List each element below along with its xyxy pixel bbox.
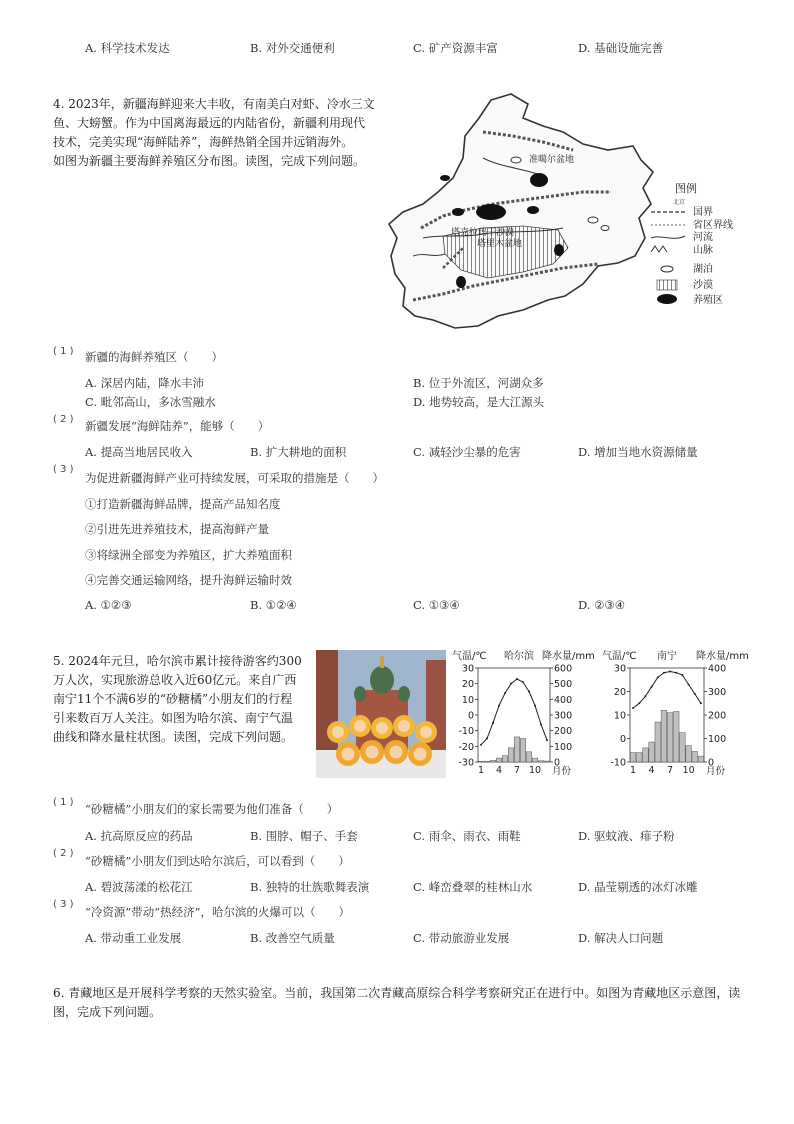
top-option-a[interactable]: A. 科学技术发达 (85, 41, 170, 55)
chart-precip-tick-label: 0 (708, 757, 715, 769)
temperature-point (700, 702, 702, 704)
q4-sub1-text: 新疆的海鲜养殖区（ ） (85, 350, 223, 364)
q4-stem-line: 如图为新疆主要海鲜养殖区分布图。读图，完成下列问题。 (53, 154, 366, 168)
q5-stem-line: 南宁11个不满6岁的“砂糖橘”小朋友们的行程 (53, 692, 293, 706)
temperature-point (528, 691, 530, 693)
chart-x-tick-label: 4 (495, 765, 503, 776)
chart-temp-tick-label: -20 (458, 741, 474, 753)
temperature-point (669, 671, 671, 673)
q5-sub1-option-b[interactable]: B. 围脖、帽子、手套 (250, 829, 358, 843)
precip-bar (667, 713, 673, 762)
chart-x-tick-label: 4 (648, 765, 655, 776)
chart-temp-tick-label: 10 (613, 710, 626, 722)
q4-sub3-item-4: ④完善交通运输网络，提升海鲜运输时效 (85, 573, 292, 587)
chart-precip-tick-label: 600 (554, 663, 573, 675)
q5-sub2-option-b[interactable]: B. 独特的壮族歌舞表演 (250, 880, 370, 894)
legend-label: 河流 (693, 232, 713, 243)
top-option-d[interactable]: D. 基础设施完善 (578, 41, 664, 55)
q5-stem (53, 652, 313, 747)
temperature-point (644, 695, 646, 697)
q4-stem (53, 95, 393, 171)
precip-bar (502, 756, 507, 762)
harbin-climate-chart (452, 649, 595, 777)
legend-label: 山脉 (693, 245, 713, 256)
chart-x-tick-label: 10 (682, 765, 695, 776)
breeding-area (456, 276, 466, 288)
precip-bar (514, 737, 519, 762)
chart-precip-tick-label: 0 (554, 757, 561, 769)
sugar-orange-kids-photo (316, 650, 446, 778)
temperature-point (522, 681, 524, 683)
map-label-junggar: 准噶尔盆地 (529, 155, 575, 165)
breeding-area (476, 204, 506, 220)
legend-label: 国界 (693, 207, 713, 218)
temperature-point (675, 672, 677, 674)
temperature-point (663, 672, 665, 674)
q4-stem-line: 鱼、大螃蟹。作为中国离海最远的内陆省份，新疆利用现代 (53, 116, 366, 130)
map-label-tarim: 塔里木盆地 (477, 239, 523, 249)
q5-sub2-option-c[interactable]: C. 峰峦叠翠的桂林山水 (413, 880, 533, 894)
legend-label: 湖泊 (693, 264, 713, 275)
q4-sub3-option-c[interactable]: C. ①③④ (413, 598, 460, 612)
chart-x-tick-label: 1 (477, 765, 485, 776)
q6-stem (53, 984, 753, 1022)
q5-sub3-option-b[interactable]: B. 改善空气质量 (250, 931, 335, 945)
q5-sub3-option-a[interactable]: A. 带动重工业发展 (85, 931, 182, 945)
chart-frame (478, 668, 550, 762)
q5-sub3-option-d[interactable]: D. 解决人口问题 (578, 931, 664, 945)
precip-bar (698, 756, 704, 762)
q5-stem-line: 曲线和降水量柱状图。读图，完成下列问题。 (53, 730, 294, 744)
q5-sub1-text: “砂糖橘”小朋友们的家长需要为他们准备（ ） (85, 802, 339, 816)
legend-desert-symbol (657, 280, 677, 290)
chart-precip-tick-label: 500 (554, 679, 573, 691)
church-dome-small (398, 686, 410, 702)
chart-precip-tick-label: 200 (708, 710, 727, 722)
precip-bar (484, 761, 489, 762)
q5-sub1-number: ( 1 ) (53, 797, 74, 808)
precip-bar (630, 753, 636, 762)
q5-sub2-text: “砂糖橘”小朋友们到达哈尔滨后，可以看到（ ） (85, 854, 350, 868)
chart-temp-tick-label: -10 (610, 757, 626, 769)
chart-temp-tick-label: 10 (461, 694, 474, 706)
precip-bar (686, 746, 692, 762)
legend-label: 沙漠 (693, 280, 713, 291)
q4-sub3-number: ( 3 ) (53, 464, 74, 475)
xinjiang-map (383, 88, 753, 340)
chart-x-tick-label: 7 (667, 765, 674, 776)
precip-bar (649, 742, 655, 762)
church-dome-small (354, 686, 366, 702)
breeding-area (527, 206, 539, 214)
nanning-climate-chart (602, 649, 749, 777)
temperature-point (681, 674, 683, 676)
precip-bar (655, 722, 661, 762)
q4-sub3-option-d[interactable]: D. ②③④ (578, 598, 626, 612)
q5-stem-line: 5. 2024年元旦，哈尔滨市累计接待游客约300 (53, 654, 302, 668)
precip-bar (680, 733, 686, 762)
legend-label: 养殖区 (693, 295, 723, 306)
chart-precip-tick-label: 300 (708, 687, 727, 698)
temperature-point (688, 683, 690, 685)
q4-sub1-option-c[interactable]: C. 毗邻高山，多冰雪融水 (85, 395, 216, 409)
precip-bar (538, 761, 543, 762)
q4-sub2-option-a[interactable]: A. 提高当地居民收入 (85, 445, 193, 459)
precip-bar (496, 758, 501, 762)
church-cross (380, 656, 384, 668)
q4-sub3-option-b[interactable]: B. ①②④ (250, 598, 297, 612)
q5-sub1-option-a[interactable]: A. 抗高原反应的药品 (85, 829, 193, 843)
chart-ylabel-left: 气温/℃ (602, 651, 637, 662)
temperature-point (504, 692, 506, 694)
temperature-point (694, 693, 696, 695)
q4-sub2-text: 新疆发展“海鲜陆养”，能够（ ） (85, 419, 270, 433)
chart-temp-tick-label: -10 (458, 726, 474, 738)
q6-stem-line: 6. 青藏地区是开展科学考察的天然实验室。当前，我国第二次青藏高原综合科学考察研究正在进行中。如图为青藏地区示意图，读 (53, 986, 741, 1000)
chart-x-tick-label: 10 (528, 765, 542, 776)
q4-sub2-option-d[interactable]: D. 增加当地水资源储量 (578, 445, 698, 459)
temperature-line (481, 679, 547, 745)
temperature-point (510, 683, 512, 685)
temperature-line (633, 672, 701, 709)
q4-sub3-item-2: ②引进先进养殖技术，提高海鲜产量 (85, 522, 269, 536)
q4-stem-line: 技术，完美实现“海鲜陆养”，海鲜热销全国并远销海外。 (53, 135, 354, 149)
temperature-point (486, 738, 488, 740)
temperature-point (492, 722, 494, 724)
q5-stem-line: 万人次，实现旅游总收入近60亿元。来自广西 (53, 673, 297, 687)
q4-sub1-option-b[interactable]: B. 位于外流区，河湖众多 (413, 376, 544, 390)
temperature-point (638, 702, 640, 704)
chart-precip-tick-label: 200 (554, 726, 573, 738)
map-label-taklimakan: 塔克拉玛干沙漠 (451, 228, 515, 238)
chart-temp-tick-label: 30 (461, 663, 474, 675)
temperature-point (657, 676, 659, 678)
q5-sub3-number: ( 3 ) (53, 899, 74, 910)
precip-bar (532, 758, 537, 762)
chart-temp-tick-label: 20 (613, 687, 626, 698)
q4-sub2-number: ( 2 ) (53, 414, 74, 425)
precip-bar (643, 748, 649, 762)
legend-mountain-symbol (651, 246, 667, 252)
temperature-point (498, 705, 500, 707)
q5-sub1-option-d[interactable]: D. 驱蚊液、痱子粉 (578, 829, 675, 843)
breeding-area (554, 244, 564, 256)
temperature-point (534, 705, 536, 707)
q5-sub1-option-c[interactable]: C. 雨伞、雨衣、雨鞋 (413, 829, 521, 843)
q4-sub2-option-c[interactable]: C. 减轻沙尘暴的危害 (413, 445, 521, 459)
chart-frame (630, 668, 704, 762)
q4-sub3-text: 为促进新疆海鲜产业可持续发展，可采取的措施是（ ） (85, 471, 384, 485)
q4-sub1-option-a[interactable]: A. 深居内陆，降水丰沛 (85, 376, 205, 390)
q5-sub3-option-c[interactable]: C. 带动旅游业发展 (413, 931, 510, 945)
precip-bar (478, 761, 483, 762)
precip-bar (508, 748, 513, 762)
chart-precip-tick-label: 100 (554, 741, 573, 753)
chart-ylabel-left: 气温/℃ (452, 651, 487, 662)
temperature-point (516, 678, 518, 680)
chart-xlabel: 月份 (552, 766, 572, 777)
precip-bar (692, 751, 698, 762)
legend-label: 省区界线 (693, 220, 733, 231)
breeding-area (452, 208, 464, 216)
chart-temp-tick-label: 0 (467, 710, 474, 722)
temperature-point (632, 707, 634, 709)
temperature-point (546, 739, 548, 741)
chart-precip-tick-label: 400 (708, 663, 727, 675)
chart-x-tick-label: 1 (630, 765, 637, 776)
q4-stem-line: 4. 2023年，新疆海鲜迎来大丰收，有南美白对虾、冷水三文 (53, 97, 375, 111)
precip-bar (526, 752, 531, 762)
q5-sub2-number: ( 2 ) (53, 848, 74, 859)
q4-sub2-option-b[interactable]: B. 扩大耕地的面积 (250, 445, 347, 459)
precip-bar (520, 739, 525, 763)
legend-breeding-symbol (657, 294, 677, 304)
chart-temp-tick-label: 30 (613, 663, 626, 675)
q4-sub1-option-d[interactable]: D. 地势较高，是大江源头 (413, 395, 545, 409)
precip-bar (673, 711, 679, 762)
legend-lake-symbol (661, 266, 673, 272)
chart-title: 南宁 (657, 651, 677, 662)
chart-xlabel: 月份 (706, 766, 726, 777)
q4-sub3-item-3: ③将绿洲全部变为养殖区，扩大养殖面积 (85, 548, 292, 562)
chart-temp-tick-label: 20 (461, 679, 474, 691)
q5-stem-line: 引来数百万人关注。如图为哈尔滨、南宁气温 (53, 711, 294, 725)
chart-precip-tick-label: 400 (554, 694, 573, 706)
legend-title: 图例 (675, 182, 697, 195)
q5-sub3-text: “冷资源”带动“热经济”，哈尔滨的火爆可以（ ） (85, 905, 351, 919)
chart-precip-tick-label: 300 (554, 710, 573, 722)
chart-temp-tick-label: -30 (458, 757, 474, 769)
q4-sub1-number: ( 1 ) (53, 346, 74, 357)
q6-stem-line: 图，完成下列问题。 (53, 1005, 162, 1019)
precip-bar (544, 761, 549, 762)
chart-temp-tick-label: 0 (619, 734, 626, 745)
precip-bar (661, 710, 667, 762)
legend-river-symbol (651, 236, 685, 238)
chart-title: 哈尔滨 (504, 651, 534, 662)
temperature-point (651, 686, 653, 688)
chart-ylabel-right: 降水量/mm (696, 651, 749, 662)
q5-sub2-option-d[interactable]: D. 晶莹剔透的冰灯冰雕 (578, 880, 698, 894)
precip-bar (490, 760, 495, 762)
top-option-c[interactable]: C. 矿产资源丰富 (413, 41, 498, 55)
church-dome (370, 666, 394, 694)
chart-x-tick-label: 7 (513, 765, 521, 776)
chart-precip-tick-label: 100 (708, 734, 727, 745)
breeding-area (440, 175, 450, 181)
temperature-point (540, 723, 542, 725)
q5-sub2-option-a[interactable]: A. 碧波荡漾的松花江 (85, 880, 193, 894)
q4-sub3-item-1: ①打造新疆海鲜品牌，提高产品知名度 (85, 497, 281, 511)
breeding-area (530, 173, 548, 187)
q4-sub3-option-a[interactable]: A. ①②③ (85, 598, 132, 612)
legend-capital: 北京 (673, 199, 686, 206)
chart-ylabel-right: 降水量/mm (542, 651, 595, 662)
map-border (389, 94, 653, 328)
top-option-b[interactable]: B. 对外交通便利 (250, 41, 335, 55)
climate-charts (450, 648, 750, 780)
temperature-point (480, 744, 482, 746)
precip-bar (636, 753, 642, 762)
